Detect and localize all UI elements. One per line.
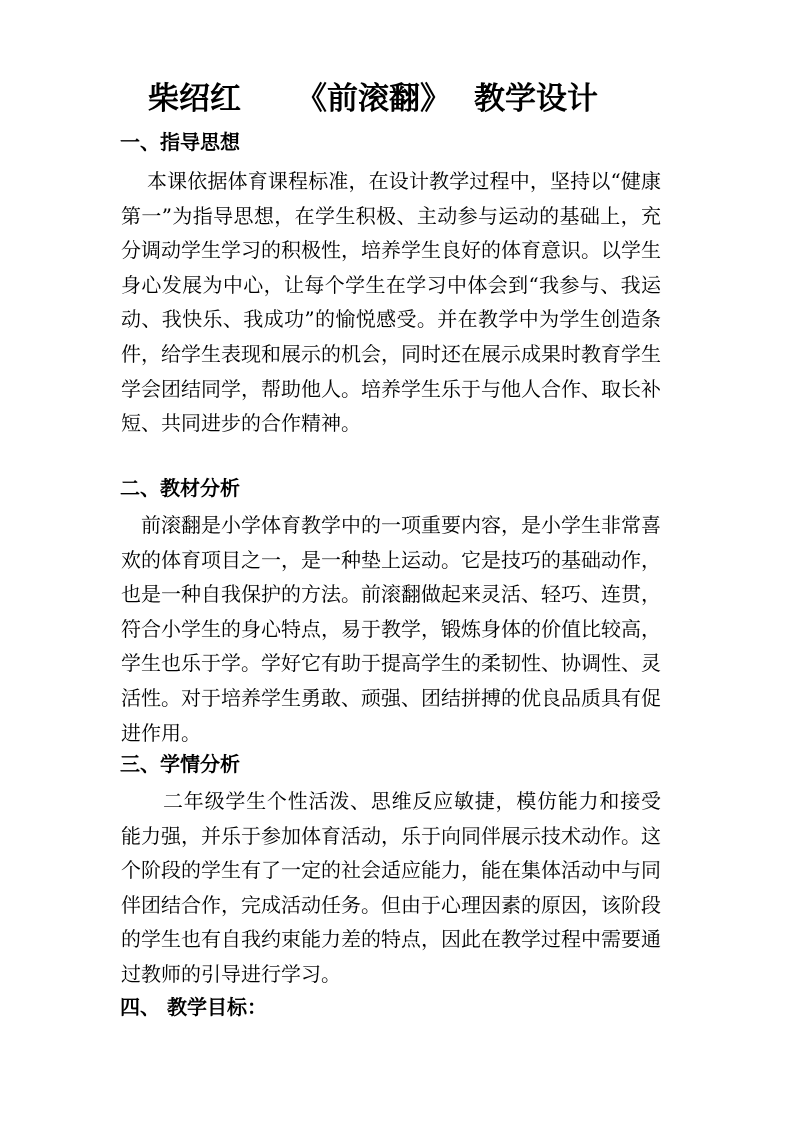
section-heading-student-analysis: 三、学情分析 <box>120 752 240 776</box>
title-course: 《前滚翻》 <box>296 81 451 117</box>
title-doc-type: 教学设计 <box>474 81 598 117</box>
section-heading-guiding-ideology: 一、指导思想 <box>120 130 240 154</box>
section-text-guiding-ideology: 本课依据体育课程标准，在设计教学过程中，坚持以“健康第一”为指导思想，在学生积极、主动参与运动的基础上，充分调动学生学习的积极性，培养学生良好的体育意识。以学生身心发展为中心，让每个学生在学习中体会到“我参与、我运动、我快乐、我成功”的愉悦感受。并在教学中为学生创造条件，给学生表现和展示的机会，同时还在展示成果时教育学生学会团结同学，帮助他人。培养学生乐于与他人合作、取长补短、共同进步的合作精神。 <box>121 169 661 436</box>
title-author: 柴绍红 <box>148 81 241 117</box>
section-text-student-analysis: 二年级学生个性活泼、思维反应敏捷，模仿能力和接受能力强，并乐于参加体育活动，乐于向同伴展示技术动作。这个阶段的学生有了一定的社会适应能力，能在集体活动中与同伴团结合作，完成活动任务。但由于心理因素的原因，该阶段的学生也有自我约束能力差的特点，因此在教学过程中需要通过教师的引导进行学习。 <box>121 789 661 986</box>
section-text-material-analysis: 前滚翻是小学体育教学中的一项重要内容，是小学生非常喜欢的体育项目之一，是一种垫上运动。它是技巧的基础动作，也是一种自我保护的方法。前滚翻做起来灵活、轻巧、连贯，符合小学生的身心特点，易于教学，锻炼身体的价值比较高，学生也乐于学。学好它有助于提高学生的柔韧性、协调性、灵活性。对于培养学生勇敢、顽强、团结拼搏的优良品质具有促进作用。 <box>121 513 661 745</box>
section-heading-material-analysis: 二、教材分析 <box>120 476 240 500</box>
section-heading-teaching-objectives: 四、 教学目标： <box>120 995 267 1019</box>
